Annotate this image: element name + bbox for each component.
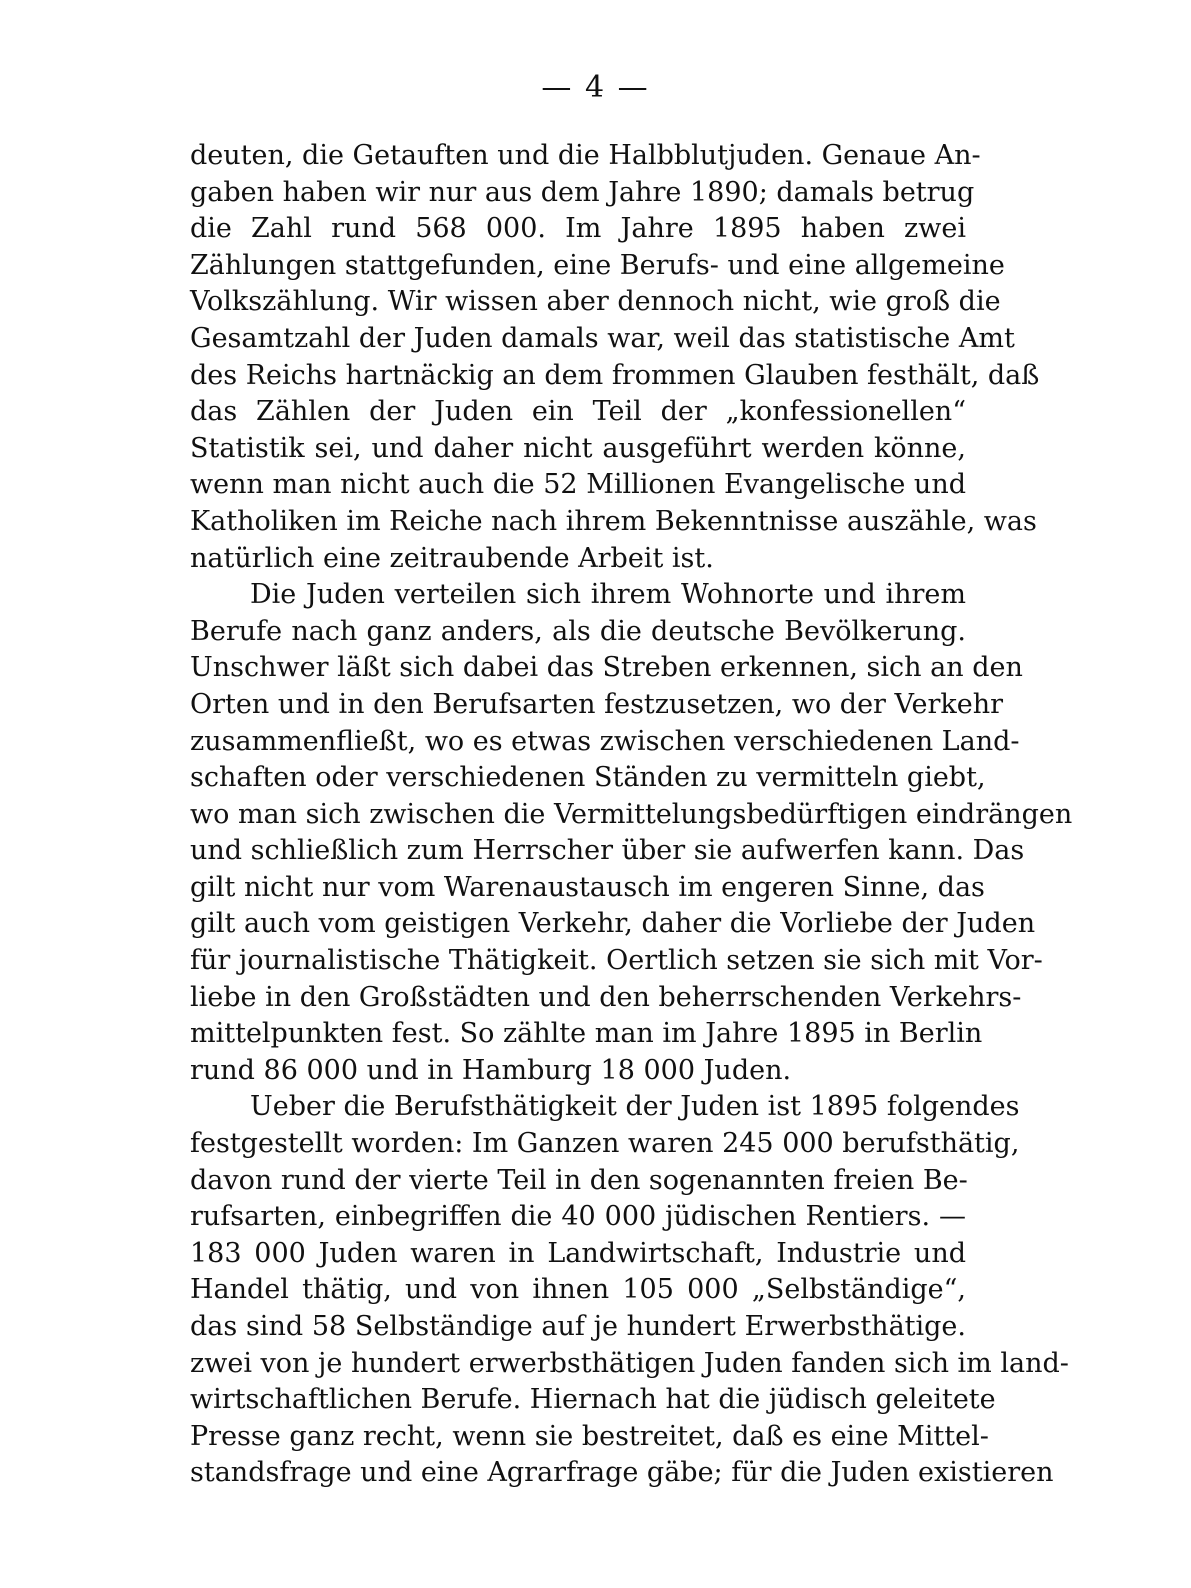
paragraph-1 (190, 138, 1040, 577)
text-line: Unschwer läßt sich dabei das Streben erkennen, sich an den (190, 652, 1023, 684)
text-line: und schließlich zum Herrscher über sie aufwerfen kann. Das (190, 835, 1025, 867)
text-line: das sind 58 Selbständige auf je hundert Erwerbsthätige. (190, 1311, 966, 1342)
text-line: 183 000 Juden waren in Landwirtschaft, Industrie und (190, 1237, 966, 1269)
body-text (190, 138, 1073, 1492)
text-line: gilt nicht nur vom Warenaustausch im engeren Sinne, das (190, 871, 985, 903)
text-line: zusammenfließt, wo es etwas zwischen verschiedenen Land- (190, 725, 1020, 757)
text-line: Zählungen stattgefunden, eine Berufs- und eine allgemeine (190, 249, 1005, 281)
text-line: gaben haben wir nur aus dem Jahre 1890; damals betrug (190, 176, 975, 208)
text-line: zwei von je hundert erwerbsthätigen Juden fanden sich im land- (190, 1347, 1069, 1379)
text-line: Katholiken im Reiche nach ihrem Bekenntnisse auszähle, was (190, 505, 1037, 537)
text-line: schaften oder verschiedenen Ständen zu vermitteln giebt, (190, 762, 986, 794)
text-line: Die Juden verteilen sich ihrem Wohnorte und ihrem (250, 579, 966, 611)
text-line: Orten und in den Berufsarten festzusetzen, wo der Verkehr (190, 688, 1004, 720)
paragraph-2 (190, 577, 1073, 1089)
text-line: Ueber die Berufsthätigkeit der Juden ist 1895 folgendes (250, 1091, 1020, 1123)
text-line: festgestellt worden: Im Ganzen waren 245 000 berufsthätig, (190, 1128, 1020, 1160)
text-line: wo man sich zwischen die Vermittelungsbedürftigen eindrängen (190, 798, 1073, 830)
text-line: Volkszählung. Wir wissen aber dennoch nicht, wie groß die (190, 286, 1001, 318)
paragraph-3 (190, 1089, 1069, 1492)
text-line: wirtschaftlichen Berufe. Hiernach hat die jüdisch geleitete (190, 1384, 996, 1416)
text-line: natürlich eine zeitraubende Arbeit ist. (190, 542, 714, 574)
text-line: rufsarten, einbegriffen die 40 000 jüdischen Rentiers. — (190, 1201, 966, 1233)
text-line: davon rund der vierte Teil in den sogenannten freien Be- (190, 1164, 968, 1196)
text-line: gilt auch vom geistigen Verkehr, daher die Vorliebe der Juden (190, 908, 1036, 940)
text-line: das Zählen der Juden ein Teil der „konfessionellen“ (190, 396, 966, 428)
text-line: Statistik sei, und daher nicht ausgeführt werden könne, (190, 432, 966, 464)
text-line: Berufe nach ganz anders, als die deutsche Bevölkerung. (190, 615, 966, 647)
text-line: Handel thätig, und von ihnen 105 000 „Selbständige“, (190, 1274, 966, 1306)
text-line: die Zahl rund 568 000. Im Jahre 1895 haben zwei (190, 213, 966, 245)
text-line: Presse ganz recht, wenn sie bestreitet, daß es eine Mittel- (190, 1420, 989, 1452)
text-line: mittelpunkten fest. So zählte man im Jahre 1895 in Berlin (190, 1018, 983, 1050)
text-line: deuten, die Getauften und die Halbblutjuden. Genaue An- (190, 140, 981, 171)
text-line: standsfrage und eine Agrarfrage gäbe; für die Juden existieren (190, 1457, 1054, 1489)
text-line: liebe in den Großstädten und den beherrschenden Verkehrs- (190, 981, 1022, 1013)
text-line: des Reichs hartnäckig an dem frommen Glauben festhält, daß (190, 359, 1040, 391)
text-line: für journalistische Thätigkeit. Oertlich setzen sie sich mit Vor- (190, 945, 1043, 977)
text-line: wenn man nicht auch die 52 Millionen Evangelische und (190, 469, 966, 501)
text-line: rund 86 000 und in Hamburg 18 000 Juden. (190, 1054, 792, 1086)
page-number: — 4 — (541, 70, 650, 105)
text-line: Gesamtzahl der Juden damals war, weil das statistische Amt (190, 322, 1015, 354)
